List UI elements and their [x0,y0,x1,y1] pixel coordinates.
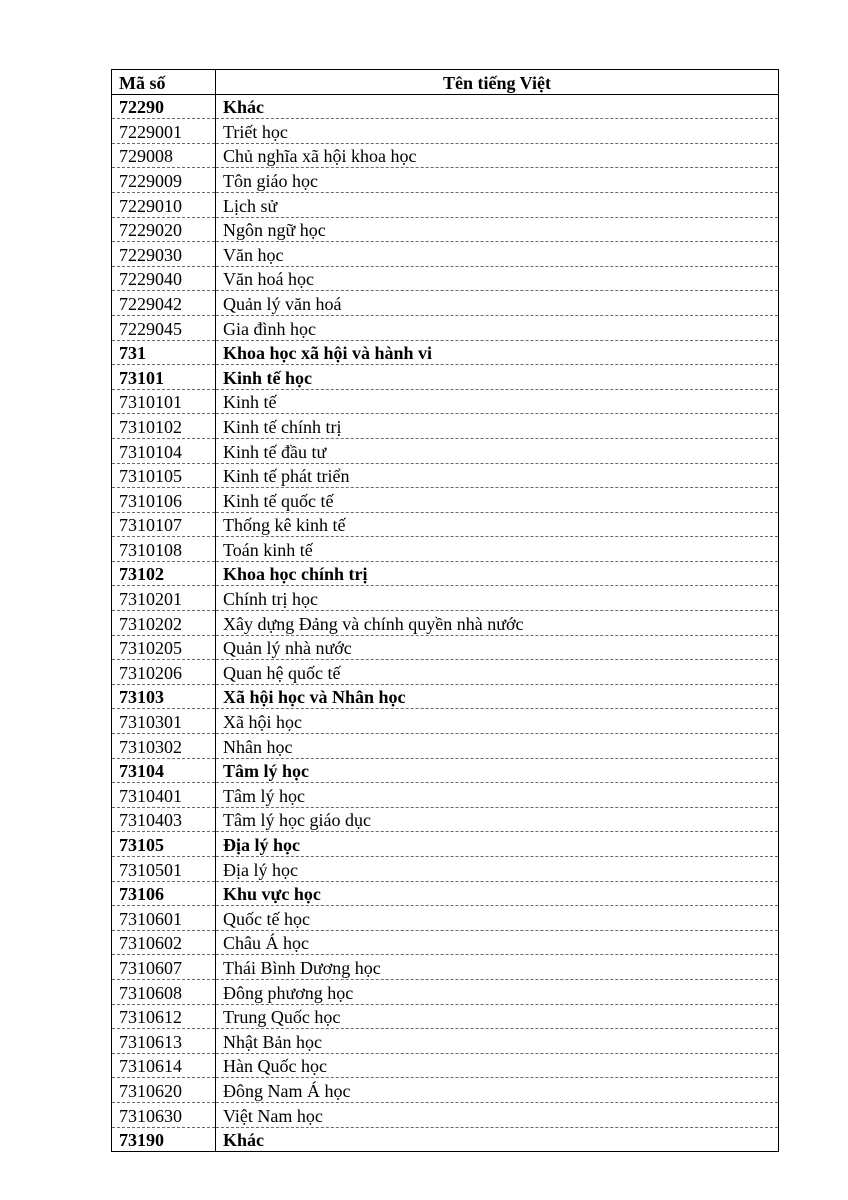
table-row-group [112,365,779,390]
table-row [112,586,779,611]
table-row [112,266,779,291]
cell-name: Gia đình học [216,315,779,340]
cell-code: 7229042 [112,291,216,316]
header-name: Tên tiếng Việt [216,70,779,95]
cell-code: 73102 [112,561,216,586]
table-row [112,930,779,955]
cell-code: 73101 [112,365,216,390]
cell-code: 7310206 [112,660,216,685]
table-row [112,315,779,340]
cell-code: 7310630 [112,1102,216,1127]
table-row [112,512,779,537]
cell-name: Quốc tế học [216,906,779,931]
cell-code: 72290 [112,94,216,119]
cell-name: Quan hệ quốc tế [216,660,779,685]
cell-code: 7229040 [112,266,216,291]
table-row [112,414,779,439]
cell-name: Quản lý nhà nước [216,635,779,660]
cell-name: Địa lý học [216,857,779,882]
cell-name: Lịch sử [216,192,779,217]
cell-code: 7310205 [112,635,216,660]
cell-code: 7310102 [112,414,216,439]
discipline-code-table [111,69,779,1152]
table-row-group [112,758,779,783]
cell-code: 7310612 [112,1004,216,1029]
cell-name: Triết học [216,119,779,144]
cell-code: 73103 [112,684,216,709]
cell-name: Nhật Bản học [216,1029,779,1054]
table-row-group [112,881,779,906]
table-body [112,94,779,1152]
cell-name: Kinh tế học [216,365,779,390]
table-row [112,438,779,463]
cell-name: Văn hoá học [216,266,779,291]
cell-name: Đông Nam Á học [216,1078,779,1103]
cell-name: Kinh tế [216,389,779,414]
table-row [112,1004,779,1029]
table-row [112,783,779,808]
table-row [112,857,779,882]
cell-code: 7310105 [112,463,216,488]
table-row [112,488,779,513]
table-row [112,807,779,832]
table-row [112,1053,779,1078]
cell-code: 7310601 [112,906,216,931]
cell-code: 7310104 [112,438,216,463]
table-row-group [112,340,779,365]
cell-name: Kinh tế đầu tư [216,438,779,463]
table-row [112,734,779,759]
cell-code: 7310301 [112,709,216,734]
cell-name: Khoa học xã hội và hành vi [216,340,779,365]
table-row [112,1102,779,1127]
cell-name: Khác [216,1127,779,1152]
cell-name: Ngôn ngữ học [216,217,779,242]
cell-code: 7229030 [112,242,216,267]
cell-code: 731 [112,340,216,365]
header-code: Mã số [112,70,216,95]
cell-name: Quản lý văn hoá [216,291,779,316]
table-row [112,119,779,144]
table-row [112,955,779,980]
cell-code: 7310608 [112,979,216,1004]
table-row-group [112,684,779,709]
cell-code: 7310202 [112,611,216,636]
cell-name: Kinh tế phát triển [216,463,779,488]
cell-code: 7229020 [112,217,216,242]
cell-name: Tâm lý học giáo dục [216,807,779,832]
table-row [112,242,779,267]
cell-code: 73104 [112,758,216,783]
table-row [112,168,779,193]
table-header [112,70,779,95]
table-row-group [112,561,779,586]
table-row [112,635,779,660]
cell-name: Kinh tế quốc tế [216,488,779,513]
cell-name: Thái Bình Dương học [216,955,779,980]
cell-code: 7310201 [112,586,216,611]
cell-name: Toán kinh tế [216,537,779,562]
cell-code: 7229001 [112,119,216,144]
table-row [112,217,779,242]
table-row [112,291,779,316]
cell-code: 7310302 [112,734,216,759]
cell-code: 7229009 [112,168,216,193]
cell-name: Tôn giáo học [216,168,779,193]
cell-code: 7229045 [112,315,216,340]
cell-code: 7310620 [112,1078,216,1103]
cell-name: Xây dựng Đảng và chính quyền nhà nước [216,611,779,636]
cell-code: 7229010 [112,192,216,217]
table-row [112,1029,779,1054]
cell-code: 7310613 [112,1029,216,1054]
cell-code: 7310101 [112,389,216,414]
cell-name: Việt Nam học [216,1102,779,1127]
table-row [112,906,779,931]
cell-code: 7310107 [112,512,216,537]
table-row-group [112,1127,779,1152]
table-row [112,192,779,217]
cell-code: 7310614 [112,1053,216,1078]
table-row [112,537,779,562]
cell-name: Kinh tế chính trị [216,414,779,439]
cell-name: Tâm lý học [216,783,779,808]
cell-name: Khác [216,94,779,119]
table-row [112,709,779,734]
cell-code: 7310403 [112,807,216,832]
cell-code: 7310108 [112,537,216,562]
table-row [112,611,779,636]
cell-name: Chính trị học [216,586,779,611]
cell-code: 7310607 [112,955,216,980]
table-row-group [112,832,779,857]
cell-name: Hàn Quốc học [216,1053,779,1078]
table-row [112,1078,779,1103]
cell-name: Thống kê kinh tế [216,512,779,537]
table-row [112,389,779,414]
cell-name: Xã hội học [216,709,779,734]
cell-name: Châu Á học [216,930,779,955]
header-row [112,70,779,95]
cell-code: 7310106 [112,488,216,513]
document-page [111,69,778,1152]
cell-code: 73106 [112,881,216,906]
cell-name: Khoa học chính trị [216,561,779,586]
cell-name: Địa lý học [216,832,779,857]
cell-name: Trung Quốc học [216,1004,779,1029]
table-row-group [112,94,779,119]
cell-code: 7310401 [112,783,216,808]
table-row [112,660,779,685]
cell-name: Chủ nghĩa xã hội khoa học [216,143,779,168]
cell-name: Nhân học [216,734,779,759]
cell-name: Văn học [216,242,779,267]
table-row [112,979,779,1004]
table-row [112,463,779,488]
cell-code: 729008 [112,143,216,168]
cell-name: Khu vực học [216,881,779,906]
cell-name: Xã hội học và Nhân học [216,684,779,709]
cell-name: Tâm lý học [216,758,779,783]
cell-code: 73190 [112,1127,216,1152]
cell-name: Đông phương học [216,979,779,1004]
cell-code: 73105 [112,832,216,857]
table-row [112,143,779,168]
cell-code: 7310501 [112,857,216,882]
cell-code: 7310602 [112,930,216,955]
